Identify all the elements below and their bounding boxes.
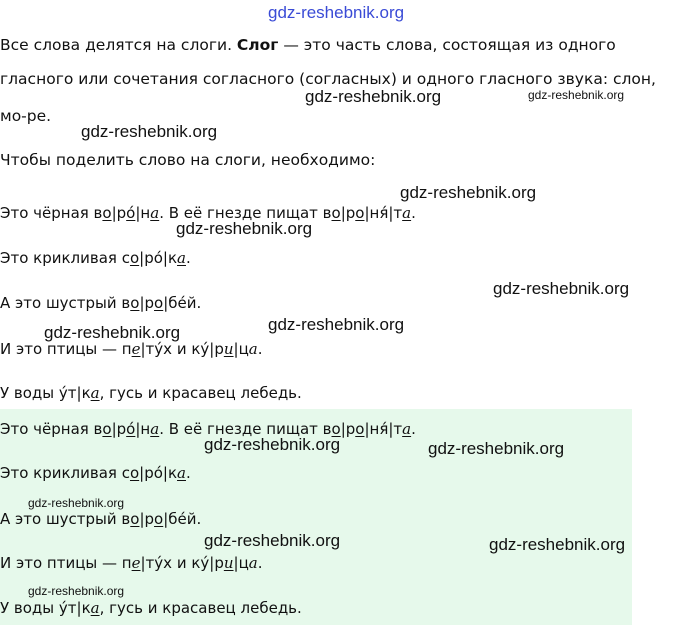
watermark-top: gdz-reshebnik.org: [268, 3, 405, 22]
watermark: gdz-reshebnik.org: [28, 496, 125, 510]
watermark: gdz-reshebnik.org: [44, 323, 181, 342]
answer-line-1: Это чёрная во|ро́|на. В её гнезде пищат во|ро|ня́|та.: [0, 420, 416, 438]
poem-line-5: У воды у́т|ка, гусь и красавец лебедь.: [0, 384, 302, 402]
watermark: gdz-reshebnik.org: [28, 584, 125, 598]
watermark: gdz-reshebnik.org: [204, 435, 341, 454]
watermark: gdz-reshebnik.org: [493, 279, 630, 298]
poem-line-1: Это чёрная во|ро́|на. В её гнезде пищат во|ро|ня́|та.: [0, 204, 416, 222]
answer-line-3: А это шустрый во|ро|бе́й.: [0, 510, 202, 528]
watermark: gdz-reshebnik.org: [81, 122, 218, 141]
watermark: gdz-reshebnik.org: [204, 531, 341, 550]
definition-line-2: гласного или сочетания согласного (согласных) и одного гласного звука: слон,: [0, 70, 656, 88]
watermark: gdz-reshebnik.org: [489, 535, 626, 554]
definition-line-3: мо-ре.: [0, 107, 52, 125]
poem-line-4: И это птицы — пе|ту́х и ку́|ри|ца.: [0, 340, 263, 358]
definition-line-1: Все слова делятся на слоги. Слог — это часть слова, состоящая из одного: [0, 36, 616, 54]
watermark: gdz-reshebnik.org: [176, 219, 313, 238]
watermark: gdz-reshebnik.org: [268, 315, 405, 334]
instruction-text: Чтобы поделить слово на слоги, необходимо:: [0, 151, 376, 169]
answer-line-4: И это птицы — пе|ту́х и ку́|ри|ца.: [0, 554, 263, 572]
watermark: gdz-reshebnik.org: [528, 88, 625, 102]
answer-line-5: У воды у́т|ка, гусь и красавец лебедь.: [0, 599, 302, 617]
poem-line-2: Это крикливая со|ро́|ка.: [0, 249, 191, 267]
poem-line-3: А это шустрый во|ро|бе́й.: [0, 294, 202, 312]
answer-line-2: Это крикливая со|ро́|ка.: [0, 464, 191, 482]
watermark: gdz-reshebnik.org: [305, 87, 442, 106]
watermark: gdz-reshebnik.org: [400, 183, 537, 202]
watermark: gdz-reshebnik.org: [428, 439, 565, 458]
term-slog: Слог: [236, 36, 279, 54]
